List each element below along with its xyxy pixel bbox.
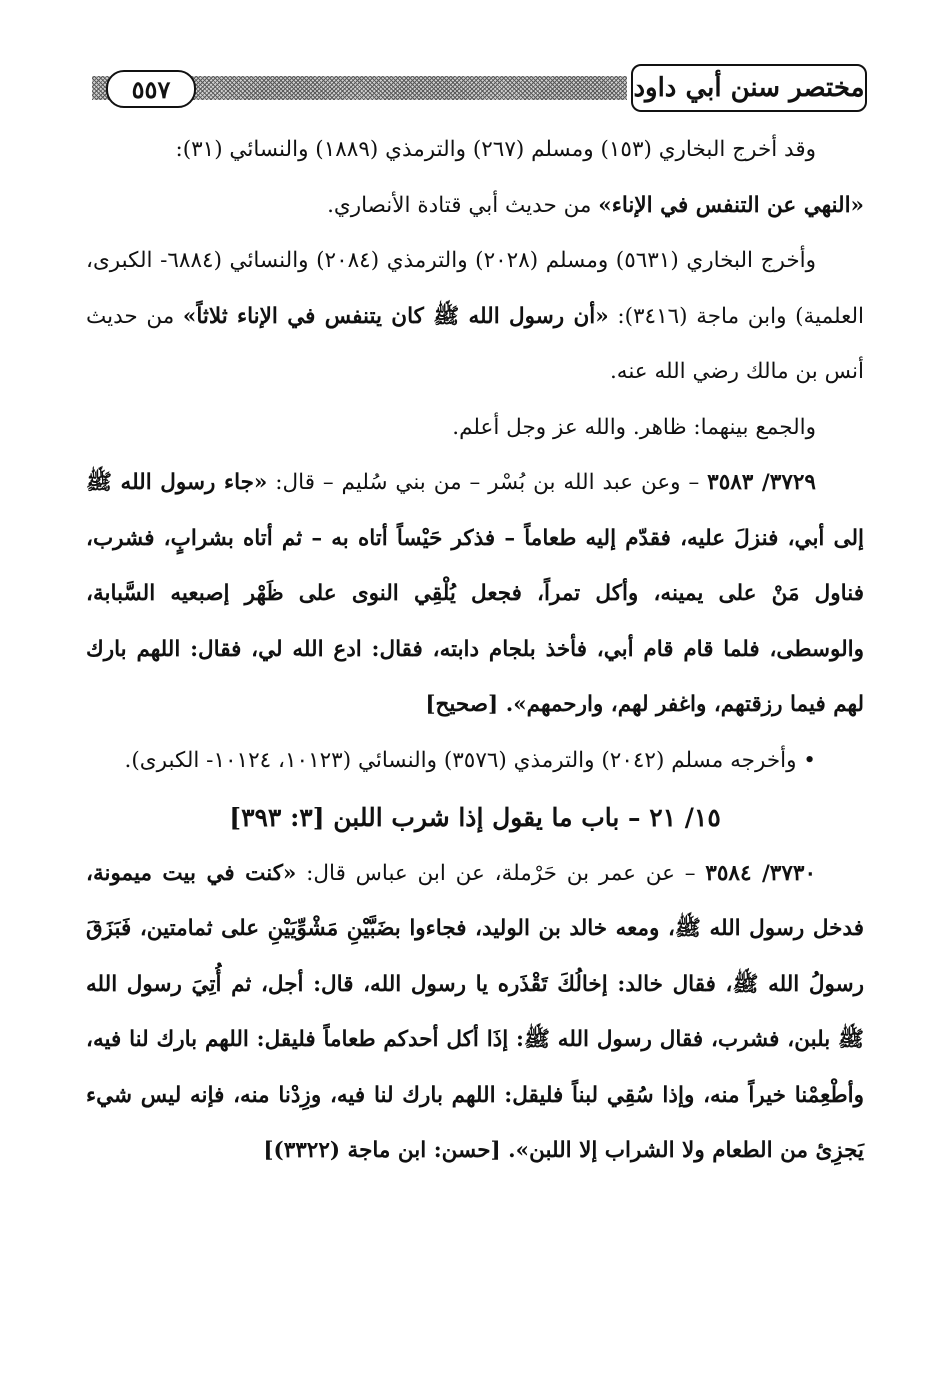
page-header (92, 62, 867, 122)
paragraph-conclusion: والجمع بينهما: ظاهر. والله عز وجل أعلم. (452, 414, 816, 440)
quoted-hadith-text: «النهي عن التنفس في الإناء» (598, 192, 864, 218)
paragraph-takhrij-1-cont (86, 178, 864, 234)
hadith-matn: «كنت في بيت ميمونة، فدخل رسول الله ﷺ، ومعه خالد بن الوليد، فجاءوا بضَبَّيْنِ مَشْوِّيَيْنِ على ثمامتين، فَبَزَقَ رسولُ الله ﷺ، فقال خالد: إخالُكَ تَقْذَره يا رسول الله، قال: أجل، ثم أُتِيَ رسول الله ﷺ بلبن، فشرب، فقال رسول الله ﷺ: إذَا أكل أحدكم طعاماً فليقل: اللهم بارك لنا فيه، وأطْعِمْنا خيراً منه، وإذا سُقِي لبناً فليقل: اللهم بارك لنا فيه، وزِدْنا منه، فإنه ليس شيء يَجزِئ من الطعام ولا الشراب إلا اللبن». (86, 860, 864, 1163)
paragraph-text: من حديث أنس بن مالك رضي الله عنه. (86, 303, 864, 384)
book-title: مختصر سنن أبي داود (631, 64, 867, 112)
paragraph-takhrij-2 (86, 233, 864, 400)
hadith-number: ٣٧٢٩/ ٣٥٨٣ (707, 470, 816, 495)
hadith-grade: [صحيح] (425, 692, 506, 717)
hadith-isnad: – عن عمر بن حَرْملة، عن ابن عباس قال: (296, 860, 706, 886)
page-number: ٥٥٧ (106, 70, 196, 108)
paragraph-takhrij-1: وقد أخرج البخاري (١٥٣) ومسلم (٢٦٧) والترمذي (١٨٨٩) والنسائي (٣١): (175, 137, 816, 162)
hadith-3729-takhrij: • وأخرجه مسلم (٢٠٤٢) والترمذي (٣٥٧٦) والنسائي (١٠١٢٣، ١٠١٢٤- الكبرى). (124, 747, 816, 773)
chapter-heading: ١٥/ ٢١ – باب ما يقول إذا شرب اللبن [٣: ٣٩٣] (229, 803, 721, 832)
page-content (86, 122, 864, 1179)
hadith-3730 (86, 846, 864, 1179)
hadith-isnad: – وعن عبد الله بن بُسْر – من بني سُليم – قال: (267, 470, 708, 495)
hadith-grade: [حسن: ابن ماجة (٣٣٢٢)] (263, 1138, 509, 1163)
paragraph-text: من حديث أبي قتادة الأنصاري. (327, 192, 599, 218)
hadith-matn: «جاء رسول الله ﷺ إلى أبي، فنزلَ عليه، فقدّم إليه طعاماً – فذكر حَيْساً أتاه به – ثم أتاه بشرابٍ، فشرب، فناول مَنْ على يمينه، وأكل تمراً، فجعل يُلْقِي النوى على ظَهْر إصبعيه السَّبابة، والوسطى، فلما قام قام أبي، فأخذ بلجام دابته، فقال: ادع الله لي، فقال: اللهم بارك لهم فيما رزقتهم، واغفر لهم، وارحمهم». (86, 470, 864, 717)
paragraph-text: وأخرج البخاري (٥٦٣١) ومسلم (٢٠٢٨) والترمذي (٢٠٨٤) والنسائي (٦٨٨٤- الكبرى، العلمية) وابن ماجة (٣٤١٦): (86, 248, 865, 329)
quoted-hadith-text: «أن رسول الله ﷺ كان يتنفس في الإناء ثلاثاً» (182, 303, 609, 329)
hadith-3729 (86, 455, 864, 733)
hadith-number: ٣٧٣٠/ ٣٥٨٤ (705, 860, 816, 886)
